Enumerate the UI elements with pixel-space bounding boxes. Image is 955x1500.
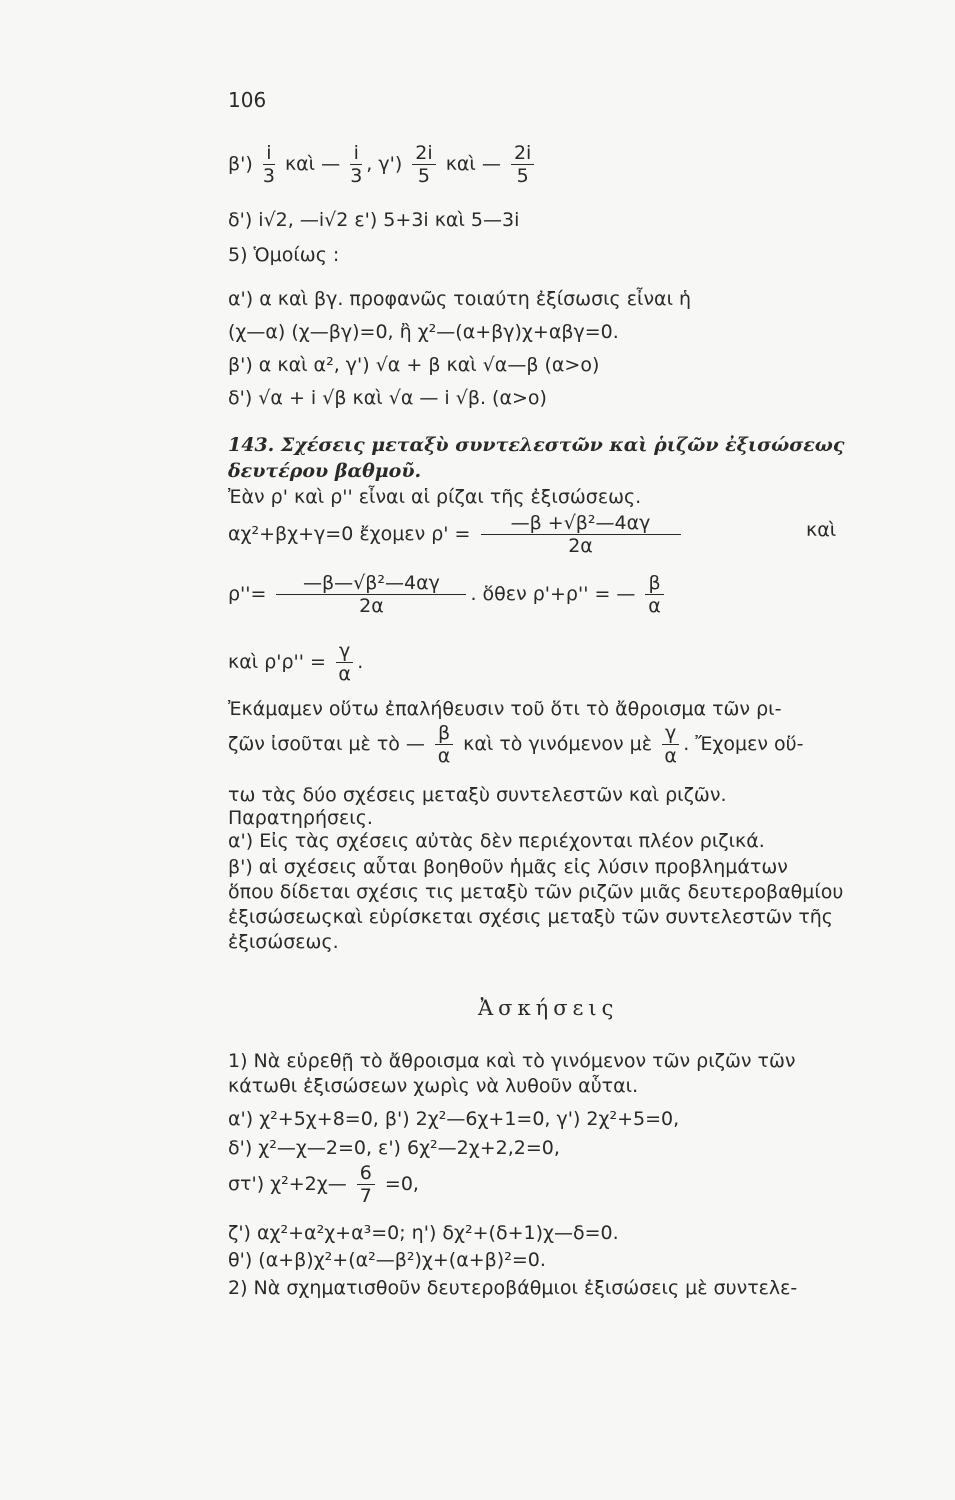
numerator: γ — [662, 722, 679, 745]
fraction — [336, 640, 353, 685]
formula-root-1 — [228, 512, 685, 557]
text-segment: ζῶν ἰσοῦται μὲ τὸ — — [228, 733, 431, 755]
section-heading-cont: δευτέρου βαθμοῦ. — [228, 460, 422, 482]
denominator: 3 — [350, 165, 363, 187]
answer-line-beta-gamma — [228, 142, 538, 187]
denominator: α — [437, 745, 451, 767]
equation-line: β') α καὶ α², γ') √α + β καὶ √α—β (α>ο) — [228, 354, 600, 376]
exercise-equations: δ') χ²—χ—2=0, ε') 6χ²—2χ+2,2=0, — [228, 1137, 560, 1159]
numerator: β — [645, 572, 663, 595]
numerator: i — [263, 142, 275, 165]
text-segment: στ') χ²+2χ— — [228, 1173, 353, 1195]
answer-line-delta-epsilon: δ') i√2, —i√2 ε') 5+3i καὶ 5—3i — [228, 209, 520, 231]
fraction — [276, 572, 466, 617]
text-line: α') α καὶ βγ. προφανῶς τοιαύτη ἐξίσωσις εἶναι ἡ — [228, 288, 692, 310]
numerator: 2i — [511, 142, 534, 165]
exercise-5-label: 5) Ὁμοίως : — [228, 244, 340, 266]
exercise-1-text: 1) Νὰ εὑρεθῇ τὸ ἄθροισμα καὶ τὸ γινόμενον τῶν ριζῶν τῶν — [228, 1050, 796, 1072]
exercise-equation-fraction — [228, 1162, 419, 1207]
formula-product — [228, 640, 363, 685]
text-line: ἐξισώσεως. — [228, 931, 339, 953]
text-segment: καὶ — — [278, 153, 347, 175]
numerator: —β +√β²—4αγ — [481, 512, 681, 535]
text-segment: καὶ τὸ γινόμενον μὲ — [457, 733, 659, 755]
fraction — [481, 512, 681, 557]
text-segment: αχ²+βχ+γ=0 ἔχομεν ρ' = — [228, 523, 477, 545]
numerator: 2i — [412, 142, 435, 165]
numerator: γ — [336, 640, 353, 663]
fraction — [350, 142, 362, 187]
text-line: Ἐκάμαμεν οὕτω ἐπαλήθευσιν τοῦ ὅτι τὸ ἄθροισμα τῶν ρι- — [228, 698, 782, 720]
fraction — [357, 1162, 375, 1207]
exercise-equations: α') χ²+5χ+8=0, β') 2χ²—6χ+1=0, γ') 2χ²+5=0, — [228, 1108, 680, 1130]
text-line: ἐξισώσεωςκαὶ εὑρίσκεται σχέσις μεταξὺ τῶν συντελεστῶν τῆς — [228, 906, 833, 928]
text-line: β') αἱ σχέσεις αὗται βοηθοῦν ἡμᾶς εἰς λύσιν προβλημάτων — [228, 856, 788, 878]
exercise-2-text: 2) Νὰ σχηματισθοῦν δευτεροβάθμιοι ἐξισώσεις μὲ συντελε- — [228, 1277, 798, 1299]
text-segment: β') — [228, 153, 259, 175]
numerator: i — [350, 142, 362, 165]
fraction — [662, 722, 679, 767]
page-number: 106 — [228, 88, 267, 112]
text-segment: =0, — [378, 1173, 419, 1195]
denominator: α — [648, 595, 661, 617]
exercise-equations: ζ') αχ²+α²χ+α³=0; η') δχ²+(δ+1)χ—δ=0. — [228, 1222, 619, 1244]
exercise-equations: θ') (α+β)χ²+(α²—β²)χ+(α+β)²=0. — [228, 1249, 546, 1271]
text-line: α') Εἰς τὰς σχέσεις αὐτὰς δὲν περιέχονται πλέον ριζικά. — [228, 830, 765, 852]
text-line: τω τὰς δύο σχέσεις μεταξὺ συντελεστῶν καὶ ριζῶν. — [228, 784, 727, 806]
denominator: 2α — [359, 595, 384, 617]
denominator: 5 — [417, 165, 431, 187]
fraction — [435, 722, 453, 767]
text-segment: καὶ ρ'ρ'' = — [228, 651, 332, 673]
text-line-fractions — [228, 722, 804, 767]
numerator: 6 — [357, 1162, 375, 1185]
formula-root-2 — [228, 572, 668, 617]
equation-line: (χ—α) (χ—βγ)=0, ἢ χ²—(α+βγ)χ+αβγ=0. — [228, 321, 619, 343]
numerator: β — [435, 722, 453, 745]
denominator: 2α — [568, 535, 593, 557]
denominator: 5 — [516, 165, 529, 187]
section-heading: 143. Σχέσεις μεταξὺ συντελεστῶν καὶ ῥιζῶν ἐξισώσεως — [228, 434, 845, 456]
denominator: 7 — [359, 1185, 372, 1207]
text-segment: ρ''= — [228, 583, 273, 605]
equation-line: δ') √α + i √β καὶ √α — i √β. (α>ο) — [228, 387, 547, 409]
text-segment: . ὅθεν ρ'+ρ'' = — — [470, 583, 642, 605]
text-segment: . — [357, 651, 364, 673]
numerator: —β—√β²—4αγ — [276, 572, 466, 595]
denominator: α — [664, 745, 677, 767]
exercises-heading: Ἀσκήσεις — [478, 996, 619, 1020]
fraction — [263, 142, 275, 187]
text-line: ὅπου δίδεται σχέσις τις μεταξὺ τῶν ριζῶν μιᾶς δευτεροβαθμίου — [228, 881, 844, 903]
denominator: α — [338, 663, 351, 685]
fraction — [511, 142, 534, 187]
text-segment: καὶ — — [439, 153, 507, 175]
text-segment: , γ') — [366, 153, 409, 175]
text-kai: καὶ — [806, 519, 837, 541]
remarks-heading: Παρατηρήσεις. — [228, 807, 373, 829]
denominator: 3 — [262, 165, 275, 187]
exercise-1-text-cont: κάτωθι ἐξισώσεων χωρὶς νὰ λυθοῦν αὗται. — [228, 1075, 639, 1097]
text-line: Ἐὰν ρ' καὶ ρ'' εἶναι αἱ ρίζαι τῆς ἐξισώσεως. — [228, 486, 642, 508]
fraction — [412, 142, 435, 187]
fraction — [645, 572, 663, 617]
text-segment: . Ἔχομεν οὕ- — [683, 733, 804, 755]
